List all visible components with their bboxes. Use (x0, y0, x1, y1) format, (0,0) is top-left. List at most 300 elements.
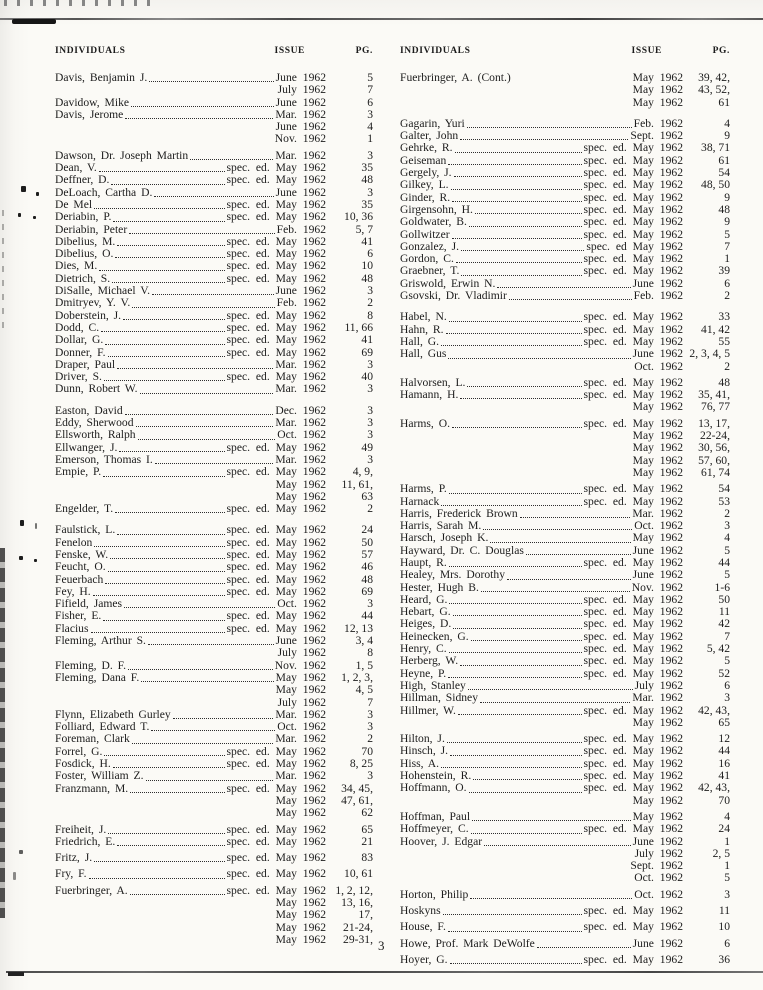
index-entry-row (400, 401, 730, 413)
entry-page: 3 (367, 597, 373, 611)
entry-page: 3 (367, 769, 373, 783)
index-entry-row (55, 610, 373, 622)
entry-issue: Mar. 1962 (632, 691, 683, 705)
dotted-leader (57, 807, 274, 818)
entry-page: 2 (724, 506, 730, 520)
entry-issue: Oct. 1962 (277, 720, 326, 734)
dotted-leader (132, 733, 274, 744)
entry-page: 1-6 (714, 580, 730, 594)
entry-name: Davis, Benjamin J. (55, 71, 148, 84)
dotted-leader (480, 692, 630, 703)
entry-issue: June 1962 (275, 634, 326, 648)
entry-page: 3 (724, 519, 730, 533)
entry-name: Eddy, Sherwood (55, 416, 134, 430)
entry-issue: spec. ed. May 1962 (226, 834, 326, 848)
dotted-leader (103, 466, 224, 477)
entry-issue: July 1962 (277, 646, 326, 660)
entry-page: 13, 17, (698, 416, 730, 430)
entry-issue: Nov. 1962 (274, 658, 326, 672)
entry-page: 3, 4 (355, 634, 373, 648)
entry-page: 2 (367, 296, 373, 310)
entry-name: Hoffmeyer, C. (400, 822, 469, 836)
entry-name: Faulstick, L. (55, 523, 116, 537)
dotted-leader (441, 335, 581, 346)
dotted-leader (481, 581, 630, 592)
index-entry-row (400, 496, 730, 508)
entry-name: Forrel, G. (55, 744, 103, 758)
dotted-leader (57, 120, 274, 131)
entry-name: Dean, V. (55, 161, 97, 175)
index-entry-row (400, 905, 730, 917)
entry-issue: May 1962 (275, 806, 326, 820)
entry-issue: spec. ed. May 1962 (583, 141, 683, 155)
entry-page: 5 (367, 71, 373, 84)
entry-page: 30, 56, (698, 441, 730, 455)
entry-name: Hayward, Dr. C. Douglas (400, 543, 524, 557)
scan-artifact-smudge (12, 19, 56, 24)
entry-page: 48 (361, 173, 373, 187)
entry-issue: May 1962 (275, 670, 326, 684)
dotted-leader (452, 417, 582, 428)
scan-artifact-mark (19, 556, 23, 560)
entry-page: 6 (367, 95, 373, 109)
entry-issue: Feb. 1962 (633, 116, 683, 130)
index-entry-row (400, 836, 730, 848)
entry-page: 70 (718, 793, 730, 807)
entry-name: Engelder, T. (55, 502, 114, 516)
index-entry-row (400, 483, 730, 495)
dotted-leader (449, 483, 582, 494)
index-entry-row (55, 383, 373, 395)
dotted-leader (105, 573, 224, 584)
index-entry-row (55, 224, 373, 236)
entry-page: 47, 61, (341, 793, 373, 807)
entry-name: Henry, C. (400, 642, 447, 656)
dotted-leader (57, 921, 274, 932)
dotted-leader (154, 186, 273, 197)
entry-name: Hilton, J. (400, 732, 445, 746)
entry-page: 42 (718, 617, 730, 631)
entry-name: Fenelon (55, 535, 93, 549)
dotted-leader (402, 429, 631, 440)
scan-artifact-edge-streak (2, 210, 4, 330)
index-entry-row (400, 745, 730, 757)
dotted-leader (454, 166, 582, 177)
index-entry-row (400, 311, 730, 323)
entry-page: 10 (718, 920, 730, 934)
dotted-leader (458, 704, 582, 715)
entry-page: 41 (718, 769, 730, 783)
dotted-leader (119, 441, 224, 452)
dotted-leader (57, 696, 276, 707)
entry-issue: spec. ed. May 1962 (583, 388, 683, 402)
entry-name: Harms, P. (400, 482, 447, 496)
entry-name: Hoskyns (400, 904, 441, 917)
entry-page: 4 (724, 531, 730, 545)
dotted-leader (449, 642, 582, 653)
entry-name: Hoffmann, O. (400, 781, 467, 795)
entry-issue: spec. ed. May 1962 (226, 781, 326, 795)
dotted-leader (148, 634, 274, 645)
entry-name: Fenske, W. (55, 547, 109, 561)
entry-issue: Mar. 1962 (275, 148, 326, 162)
entry-issue: June 1962 (275, 120, 326, 134)
entry-issue: May 1962 (632, 715, 683, 729)
entry-issue: spec. ed. May 1962 (583, 494, 683, 508)
entry-issue: spec. ed. May 1962 (583, 666, 683, 680)
entry-name: Fleming, Arthur S. (55, 634, 146, 648)
dotted-leader (449, 593, 581, 604)
entry-page: 44 (718, 744, 730, 758)
entry-name: Feuerbach (55, 572, 104, 586)
index-entry-row (55, 260, 373, 272)
entry-page: 10, 36 (344, 210, 373, 224)
entry-name: Harsch, Joseph K. (400, 531, 489, 545)
index-entry-row (400, 569, 730, 581)
entry-issue: spec. ed. May 1962 (226, 234, 326, 248)
entry-issue: Nov. 1962 (631, 580, 683, 594)
entry-name: Gagarin, Yuri (400, 116, 465, 130)
entry-issue: spec. ed. May 1962 (226, 173, 326, 187)
dotted-leader (456, 252, 582, 263)
entry-issue: Oct. 1962 (634, 359, 683, 373)
entry-issue: June 1962 (632, 276, 683, 290)
dotted-leader (57, 684, 274, 695)
entry-name: Dawson, Dr. Joseph Martin (55, 148, 189, 162)
scan-artifact-mark (36, 192, 39, 196)
entry-issue: July 1962 (277, 695, 326, 709)
dotted-leader (402, 96, 631, 107)
entry-page: 9 (724, 190, 730, 204)
entry-issue: June 1962 (632, 834, 683, 848)
dotted-leader (446, 323, 582, 334)
dotted-leader (475, 203, 582, 214)
entry-issue: May 1962 (275, 683, 326, 697)
entry-name: Freiheit, J. (55, 822, 107, 836)
entry-issue: spec. ed. May 1962 (226, 822, 326, 836)
entry-issue: spec. ed. May 1962 (583, 605, 683, 619)
entry-page: 34, 45, (341, 781, 373, 795)
entry-page: 1 (367, 132, 373, 146)
entry-issue: spec. ed. May 1962 (583, 769, 683, 783)
entry-issue: spec. ed. May 1962 (583, 416, 683, 430)
index-entry-row (400, 265, 730, 277)
entry-name: Horton, Philip (400, 887, 469, 901)
dotted-leader (117, 835, 224, 846)
entry-name: Empie, P. (55, 465, 102, 479)
dotted-leader (57, 490, 274, 501)
entry-issue: spec. ed. May 1962 (583, 310, 683, 324)
entry-page: 61, 74 (701, 465, 730, 479)
entry-name: Folliard, Edward T. (55, 720, 150, 734)
dotted-leader (146, 770, 274, 781)
entry-issue: spec. ed. May 1962 (583, 642, 683, 656)
dotted-leader (402, 360, 632, 371)
entry-name: Gollwitzer (400, 227, 450, 241)
entry-name: Easton, David (55, 403, 123, 417)
entry-page: 11 (718, 605, 730, 619)
index-entry-row (400, 705, 730, 717)
dotted-leader (402, 847, 633, 858)
entry-page: 65 (718, 715, 730, 729)
index-entry-row (400, 142, 730, 154)
entry-page: 2 (724, 289, 730, 303)
dotted-leader (108, 561, 225, 572)
index-entry-row (55, 174, 373, 186)
column-header (400, 46, 730, 56)
entry-name: Heard, G. (400, 592, 448, 606)
entry-page: 7 (367, 83, 373, 97)
index-entries (400, 72, 730, 966)
entry-name: Donner, F. (55, 345, 106, 359)
dotted-leader (484, 835, 631, 846)
index-entry-row (400, 361, 730, 373)
entry-issue: spec. ed. May 1962 (583, 227, 683, 241)
entry-name: Hamann, H. (400, 388, 459, 402)
entry-issue: May 1962 (632, 531, 683, 545)
entry-name: Graebner, T. (400, 264, 460, 278)
entry-page: 4 (724, 116, 730, 130)
entry-page: 41 (361, 234, 373, 248)
entry-page: 3 (367, 185, 373, 199)
entry-issue: spec. ed. May 1962 (583, 592, 683, 606)
entry-issue: spec. ed. May 1962 (583, 555, 683, 569)
index-entry-row (55, 466, 373, 478)
entry-issue: May 1962 (275, 896, 326, 909)
entry-issue: May 1962 (632, 429, 683, 443)
entry-issue: spec. ed. May 1962 (226, 867, 326, 881)
header-issue: ISSUE (274, 46, 305, 56)
dotted-leader (497, 277, 630, 288)
entry-page: 4 (367, 120, 373, 134)
entry-page: 35 (361, 197, 373, 211)
entry-name: Heyne, P. (400, 666, 447, 680)
entry-page: 7 (367, 695, 373, 709)
index-column-right (400, 46, 730, 966)
entry-issue: June 1962 (632, 568, 683, 582)
dotted-leader (108, 346, 225, 357)
entry-issue: May 1962 (632, 400, 683, 414)
entry-issue: spec. ed. May 1962 (226, 320, 326, 334)
entry-page: 9 (724, 215, 730, 229)
entry-issue: spec. ed. May 1962 (226, 259, 326, 273)
entry-page: 9 (724, 129, 730, 143)
dotted-leader (115, 502, 224, 513)
entry-page: 69 (361, 345, 373, 359)
entry-page: 33 (718, 310, 730, 324)
entry-name: Hoffman, Paul (400, 809, 471, 823)
entry-page: 3 (367, 357, 373, 371)
dotted-leader (57, 896, 274, 907)
dotted-leader (460, 129, 628, 140)
entry-page: 44 (718, 555, 730, 569)
dotted-leader (123, 309, 224, 320)
dotted-leader (125, 108, 273, 119)
dotted-leader (402, 794, 631, 805)
index-entry-row (400, 216, 730, 228)
entry-name: Geiseman (400, 153, 447, 167)
entry-name: Harris, Frederick Brown (400, 506, 518, 520)
entry-issue: Oct. 1962 (634, 887, 683, 901)
entry-issue: Mar. 1962 (275, 732, 326, 746)
entry-issue: Nov. 1962 (274, 132, 326, 146)
scan-artifact-dotted-edge (4, 0, 154, 6)
dotted-leader (117, 524, 224, 535)
entry-issue: spec. ed. May 1962 (226, 247, 326, 261)
header-individuals: INDIVIDUALS (55, 46, 126, 56)
entry-page: 48 (718, 202, 730, 216)
dotted-leader (461, 265, 581, 276)
entry-name: Deffner, D. (55, 173, 110, 187)
index-entry-row (400, 921, 730, 933)
entry-issue: spec. ed. May 1962 (226, 210, 326, 224)
entry-page: 10 (361, 259, 373, 273)
entry-name: Flacius (55, 621, 89, 635)
dotted-leader (468, 679, 633, 690)
dotted-leader (471, 823, 582, 834)
scan-artifact-mark (21, 186, 26, 192)
entry-issue: Mar. 1962 (275, 707, 326, 721)
entry-page: 8 (367, 646, 373, 660)
entry-page: 3 (367, 284, 373, 298)
index-entry-row (400, 97, 730, 109)
index-entry-row (400, 467, 730, 479)
index-entry-row (55, 836, 373, 848)
entry-page: 3 (367, 148, 373, 162)
entry-page: 41 (361, 333, 373, 347)
index-entry-row (55, 807, 373, 819)
entry-issue: June 1962 (275, 185, 326, 199)
dotted-leader (402, 442, 631, 453)
dotted-leader (152, 284, 274, 295)
entry-issue: May 1962 (275, 908, 326, 922)
entry-issue: spec. ed. May 1962 (583, 215, 683, 229)
entry-name: Doberstein, J. (55, 308, 122, 322)
entry-name: Fuerbringer, A. (Cont.) (400, 71, 511, 84)
entry-page: 46 (361, 560, 373, 574)
entry-name: Dietrich, S. (55, 271, 111, 285)
index-entry-row (400, 795, 730, 807)
entry-name: Halvorsen, L. (400, 375, 466, 389)
entry-page: 42, 43, (698, 703, 730, 717)
entry-name: Habel, N. (400, 310, 447, 324)
dotted-leader (57, 84, 276, 95)
index-entry-row (400, 179, 730, 191)
entry-issue: May 1962 (632, 809, 683, 823)
scan-artifact-mark (18, 213, 21, 217)
entry-name: Dies, M. (55, 259, 98, 273)
entry-page: 41, 42 (701, 322, 730, 336)
entry-name: Hiss, A. (400, 756, 440, 770)
entry-name: Franzmann, M. (55, 781, 129, 795)
entry-name: Fisher, E. (55, 609, 102, 623)
entry-name: Fleming, D. F. (55, 658, 127, 672)
entry-name: Harris, Sarah M. (400, 519, 482, 533)
header-pg: PG. (355, 46, 373, 56)
entry-issue: spec. ed. May 1962 (583, 781, 683, 795)
entry-issue: May 1962 (632, 83, 683, 97)
entry-name: Healey, Mrs. Dorothy (400, 568, 505, 582)
entry-issue: spec. ed. May 1962 (226, 744, 326, 758)
index-entry-row (400, 717, 730, 729)
entry-page: 17, (358, 908, 373, 922)
entry-issue: July 1962 (277, 83, 326, 97)
entry-page: 35, 41, (698, 388, 730, 402)
entry-page: 4, 9, (352, 465, 373, 479)
entry-page: 54 (718, 166, 730, 180)
dotted-leader (470, 888, 632, 899)
dotted-leader (57, 909, 274, 920)
entry-page: 50 (361, 535, 373, 549)
entry-issue: Oct. 1962 (634, 519, 683, 533)
entry-name: Dodd, C. (55, 320, 100, 334)
entry-page: 29-31, (343, 932, 373, 946)
entry-page: 57 (361, 547, 373, 561)
scan-artifact-edge-streak (0, 548, 5, 918)
entry-issue: Oct. 1962 (277, 428, 326, 442)
dotted-leader (112, 272, 224, 283)
entry-page: 48 (361, 271, 373, 285)
dotted-leader (113, 757, 225, 768)
index-entry-row (400, 872, 730, 884)
column-header (55, 46, 373, 56)
entry-issue: spec. ed. May 1962 (583, 264, 683, 278)
dotted-leader (124, 597, 275, 608)
entry-name: Dunn, Robert W. (55, 382, 138, 396)
entry-issue: Mar. 1962 (275, 357, 326, 371)
index-entry-row (400, 348, 730, 360)
index-entry-row (55, 211, 373, 223)
entry-issue: Mar. 1962 (275, 107, 326, 121)
entry-page: 5 (724, 543, 730, 557)
dotted-leader (473, 769, 581, 780)
entry-issue: spec. ed. May 1962 (226, 502, 326, 516)
entry-page: 6 (367, 247, 373, 261)
entry-issue: spec. ed. May 1962 (226, 560, 326, 574)
entry-name: Heiges, D. (400, 617, 452, 631)
entry-page: 21 (361, 834, 373, 848)
dotted-leader (449, 556, 582, 567)
entry-page: 70 (361, 744, 373, 758)
entry-issue: spec. ed. May 1962 (583, 952, 683, 966)
index-entry-row (400, 442, 730, 454)
dotted-leader (455, 142, 582, 153)
entry-page: 1 (724, 859, 730, 873)
dotted-leader (57, 133, 273, 144)
entry-page: 2 (724, 359, 730, 373)
entry-page: 2, 5 (712, 846, 730, 860)
dotted-leader (129, 223, 274, 234)
dotted-leader (110, 548, 224, 559)
entry-page: 53 (718, 494, 730, 508)
entry-page: 48 (718, 375, 730, 389)
entry-page: 62 (361, 806, 373, 820)
index-entry-row (55, 824, 373, 836)
page-number: 3 (378, 938, 385, 953)
entry-issue: spec. ed. May 1962 (226, 609, 326, 623)
entry-page: 50 (718, 592, 730, 606)
dotted-leader (105, 334, 224, 345)
entry-issue: July 1962 (634, 846, 683, 860)
dotted-leader (441, 757, 581, 768)
index-entry-row (400, 229, 730, 241)
entry-page: 4, 5 (355, 683, 373, 697)
entry-page: 61 (718, 95, 730, 109)
entry-name: Hohenstein, R. (400, 769, 472, 783)
entry-page: 1 (724, 834, 730, 848)
index-entry-row (400, 692, 730, 704)
entry-name: Hester, Hugh B. (400, 580, 479, 594)
